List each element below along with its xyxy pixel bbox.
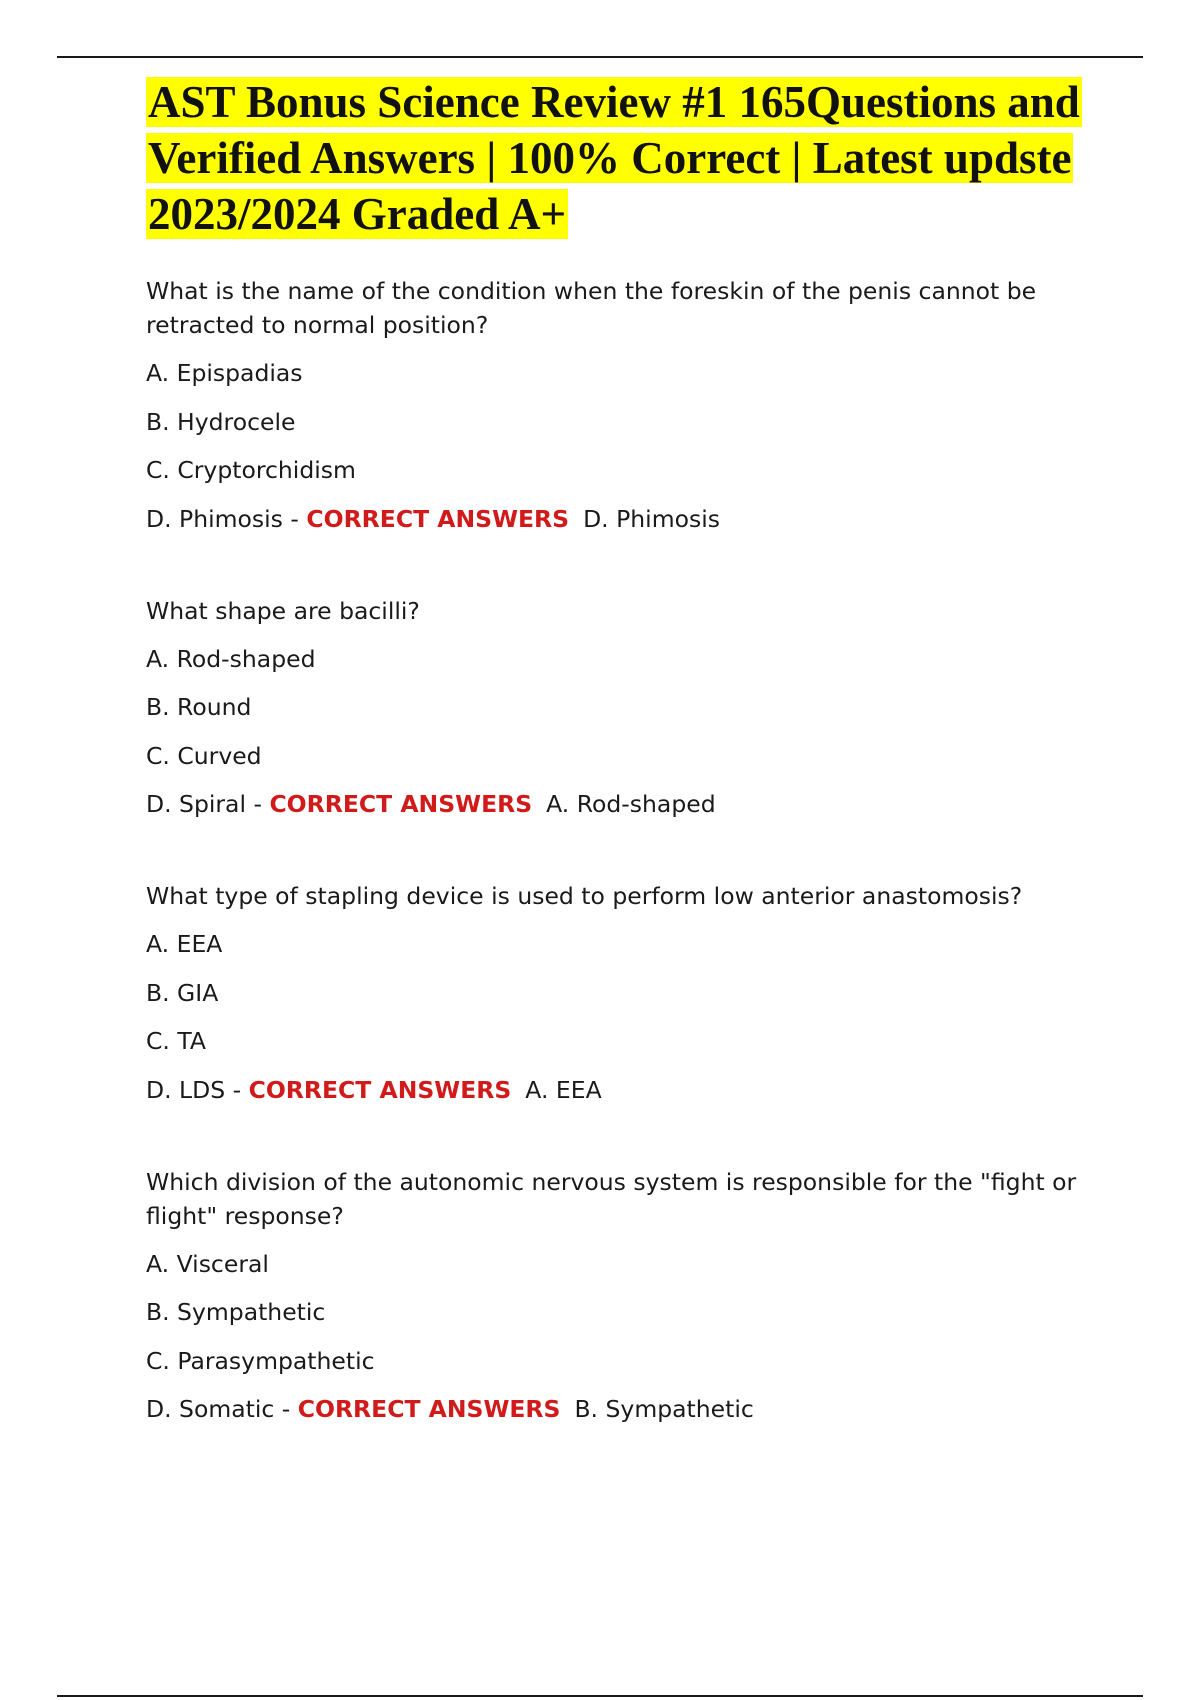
option-b: B. Sympathetic — [146, 1298, 326, 1326]
option-d-with-answer — [146, 787, 1106, 821]
option-d: D. Somatic - — [146, 1395, 291, 1423]
question-text: What shape are bacilli? — [146, 596, 420, 625]
option-a: A. Epispadias — [146, 359, 303, 387]
option-b: B. GIA — [146, 978, 219, 1007]
option-a: A. Visceral — [146, 1249, 269, 1278]
document-title: AST Bonus Science Review #1 165Questions and Verified Answers | 100% Correct | Latest updste 2023/2024 Graded A+ — [148, 77, 1080, 239]
correct-answers-label: CORRECT ANSWERS — [297, 1395, 561, 1423]
question-block — [146, 879, 1106, 1107]
correct-answers-label: CORRECT ANSWERS — [248, 1075, 512, 1104]
correct-answers-label: CORRECT ANSWERS — [269, 790, 533, 818]
option-d: D. Phimosis - — [146, 504, 299, 533]
option-b: B. Round — [146, 693, 252, 721]
correct-answer: B. Sympathetic — [574, 1395, 754, 1423]
question-text: Which division of the autonomic nervous system is responsible for the "fight or flight" response? — [146, 1167, 1077, 1230]
option-a: A. EEA — [146, 930, 223, 958]
option-c: C. TA — [146, 1027, 206, 1055]
bottom-rule — [57, 1695, 1143, 1697]
correct-answer: A. EEA — [525, 1075, 602, 1104]
correct-answer: D. Phimosis — [583, 504, 720, 533]
correct-answers-label: CORRECT ANSWERS — [306, 504, 570, 533]
option-c: C. Parasympathetic — [146, 1346, 375, 1375]
question-text: What type of stapling device is used to perform low anterior anastomosis? — [146, 882, 1023, 910]
option-c: C. Cryptorchidism — [146, 456, 356, 484]
option-d-with-answer — [146, 1392, 1106, 1426]
option-d-with-answer — [146, 502, 1106, 536]
correct-answer: A. Rod-shaped — [546, 790, 716, 818]
page-content — [146, 74, 1106, 1484]
question-block — [146, 274, 1106, 536]
top-rule — [57, 56, 1143, 58]
option-d: D. Spiral - — [146, 790, 262, 818]
question-block — [146, 594, 1106, 822]
option-a: A. Rod-shaped — [146, 644, 316, 673]
option-b: B. Hydrocele — [146, 407, 296, 436]
option-d-with-answer — [146, 1073, 1106, 1107]
question-text: What is the name of the condition when the foreskin of the penis cannot be retracted to normal position? — [146, 277, 1037, 339]
option-d: D. LDS - — [146, 1075, 242, 1104]
question-block — [146, 1165, 1106, 1427]
option-c: C. Curved — [146, 741, 262, 770]
